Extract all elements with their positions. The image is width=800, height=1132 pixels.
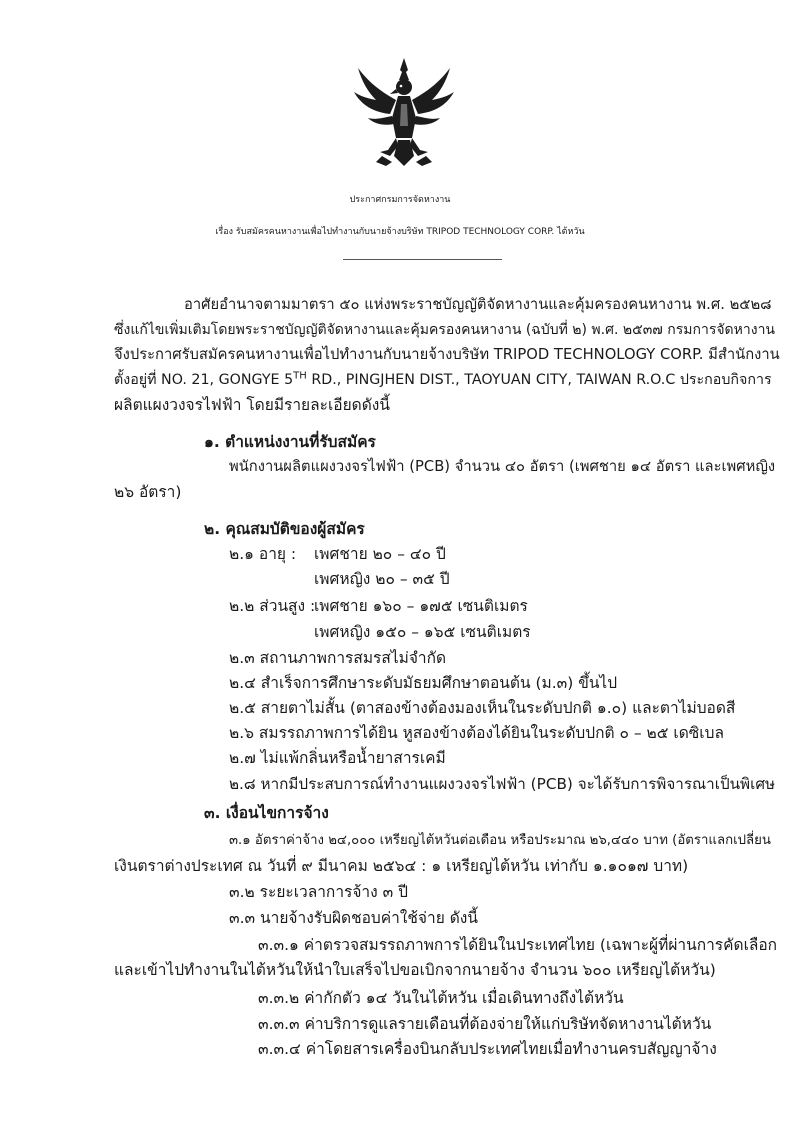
qualification-item-6: ๒.๖ สมรรถภาพการได้ยิน หูสองข้างต้องได้ยินในระดับปกติ ๐ – ๒๕ เดซิเบล — [229, 724, 724, 742]
intro-line-4 — [114, 370, 772, 390]
qualification-item-4: ๒.๔ สำเร็จการศึกษาระดับมัธยมศึกษาตอนต้น (ม.๓) ขึ้นไป — [229, 674, 618, 692]
section-1-line-1: พนักงานผลิตแผงวงจรไฟฟ้า (PCB) จำนวน ๔๐ อัตรา (เพศชาย ๑๔ อัตรา และเพศหญิง — [229, 458, 776, 475]
intro-address-part-1: ตั้งอยู่ที่ NO. 21, GONGYE 5 — [114, 372, 294, 388]
height-male: เพศชาย ๑๖๐ – ๑๗๕ เซนติเมตร — [314, 597, 528, 615]
qualification-item-5: ๒.๕ สายตาไม่สั้น (ตาสองข้างต้องมองเห็นในระดับปกติ ๑.๐) และตาไม่บอดสี — [229, 699, 736, 717]
intro-address-superscript: TH — [293, 370, 307, 382]
age-female: เพศหญิง ๒๐ – ๓๕ ปี — [314, 570, 450, 588]
condition-item-1-line-1: ๓.๑ อัตราค่าจ้าง ๒๔,๐๐๐ เหรียญไต้หวันต่อเดือน หรือประมาณ ๒๖,๔๔๐ บาท (อัตราแลกเปลี่ยน — [229, 833, 771, 848]
intro-address-part-2: RD., PINGJHEN DIST., TAOYUAN CITY, TAIWAN R.O.C ประกอบกิจการ — [306, 372, 772, 388]
condition-item-3-2: ๓.๓.๒ ค่ากักตัว ๑๔ วันในไต้หวัน เมื่อเดินทางถึงไต้หวัน — [258, 989, 624, 1007]
qualification-item-7: ๒.๗ ไม่แพ้กลิ่นหรือน้ำยาสารเคมี — [229, 749, 446, 767]
qualification-item-8: ๒.๘ หากมีประสบการณ์ทำงานแผงวงจรไฟฟ้า (PCB) จะได้รับการพิจารณาเป็นพิเศษ — [229, 775, 776, 793]
intro-line-3: จึงประกาศรับสมัครคนหางานเพื่อไปทำงานกับนายจ้างบริษัท TRIPOD TECHNOLOGY CORP. มีสำนักงาน — [114, 346, 780, 363]
age-label: ๒.๑ อายุ : — [229, 545, 297, 563]
intro-line-1: อาศัยอำนาจตามมาตรา ๕๐ แห่งพระราชบัญญัติจัดหางานและคุ้มครองคนหางาน พ.ศ. ๒๕๒๘ — [184, 296, 772, 313]
condition-item-3-4: ๓.๓.๔ ค่าโดยสารเครื่องบินกลับประเทศไทยเมื่อทำงานครบสัญญาจ้าง — [258, 1040, 717, 1058]
qualification-item-3: ๒.๓ สถานภาพการสมรสไม่จำกัด — [229, 649, 447, 667]
condition-item-3-1-line-2: และเข้าไปทำงานในไต้หวันให้นำใบเสร็จไปขอเบิกจากนายจ้าง จำนวน ๖๐๐ เหรียญไต้หวัน) — [114, 961, 716, 979]
section-3-heading: ๓. เงื่อนไขการจ้าง — [204, 804, 329, 822]
condition-item-3: ๓.๓ นายจ้างรับผิดชอบค่าใช้จ่าย ดังนี้ — [229, 909, 478, 927]
height-female: เพศหญิง ๑๕๐ – ๑๖๕ เซนติเมตร — [314, 623, 531, 641]
condition-item-1-line-2: เงินตราต่างประเทศ ณ วันที่ ๙ มีนาคม ๒๕๖๔ : ๑ เหรียญไต้หวัน เท่ากับ ๑.๑๐๑๗ บาท) — [114, 857, 689, 875]
condition-item-3-3: ๓.๓.๓ ค่าบริการดูแลรายเดือนที่ต้องจ่ายให้แก่บริษัทจัดหางานไต้หวัน — [258, 1015, 712, 1033]
condition-item-2: ๓.๒ ระยะเวลาการจ้าง ๓ ปี — [229, 883, 408, 901]
section-1-heading: ๑. ตำแหน่งงานที่รับสมัคร — [204, 433, 376, 451]
intro-line-5: ผลิตแผงวงจรไฟฟ้า โดยมีรายละเอียดดังนี้ — [114, 396, 390, 414]
garuda-emblem — [352, 56, 456, 168]
section-2-heading: ๒. คุณสมบัติของผู้สมัคร — [204, 520, 365, 538]
announcement-subject: เรื่อง รับสมัครคนหางานเพื่อไปทำงานกับนายจ้างบริษัท TRIPOD TECHNOLOGY CORP. ไต้หวัน — [215, 227, 585, 237]
announcement-title: ประกาศกรมการจัดหางาน — [349, 195, 451, 205]
condition-item-3-1-line-1: ๓.๓.๑ ค่าตรวจสมรรถภาพการได้ยินในประเทศไทย (เฉพาะผู้ที่ผ่านการคัดเลือก — [258, 936, 778, 954]
height-label: ๒.๒ ส่วนสูง : — [229, 597, 316, 615]
title-divider — [343, 259, 502, 260]
section-1-line-2: ๒๖ อัตรา) — [114, 483, 182, 501]
intro-line-2: ซึ่งแก้ไขเพิ่มเติมโดยพระราชบัญญัติจัดหางานและคุ้มครองคนหางาน (ฉบับที่ ๒) พ.ศ. ๒๕๓๗ กรมการจัดหางาน — [114, 322, 776, 338]
age-male: เพศชาย ๒๐ – ๔๐ ปี — [314, 545, 446, 563]
